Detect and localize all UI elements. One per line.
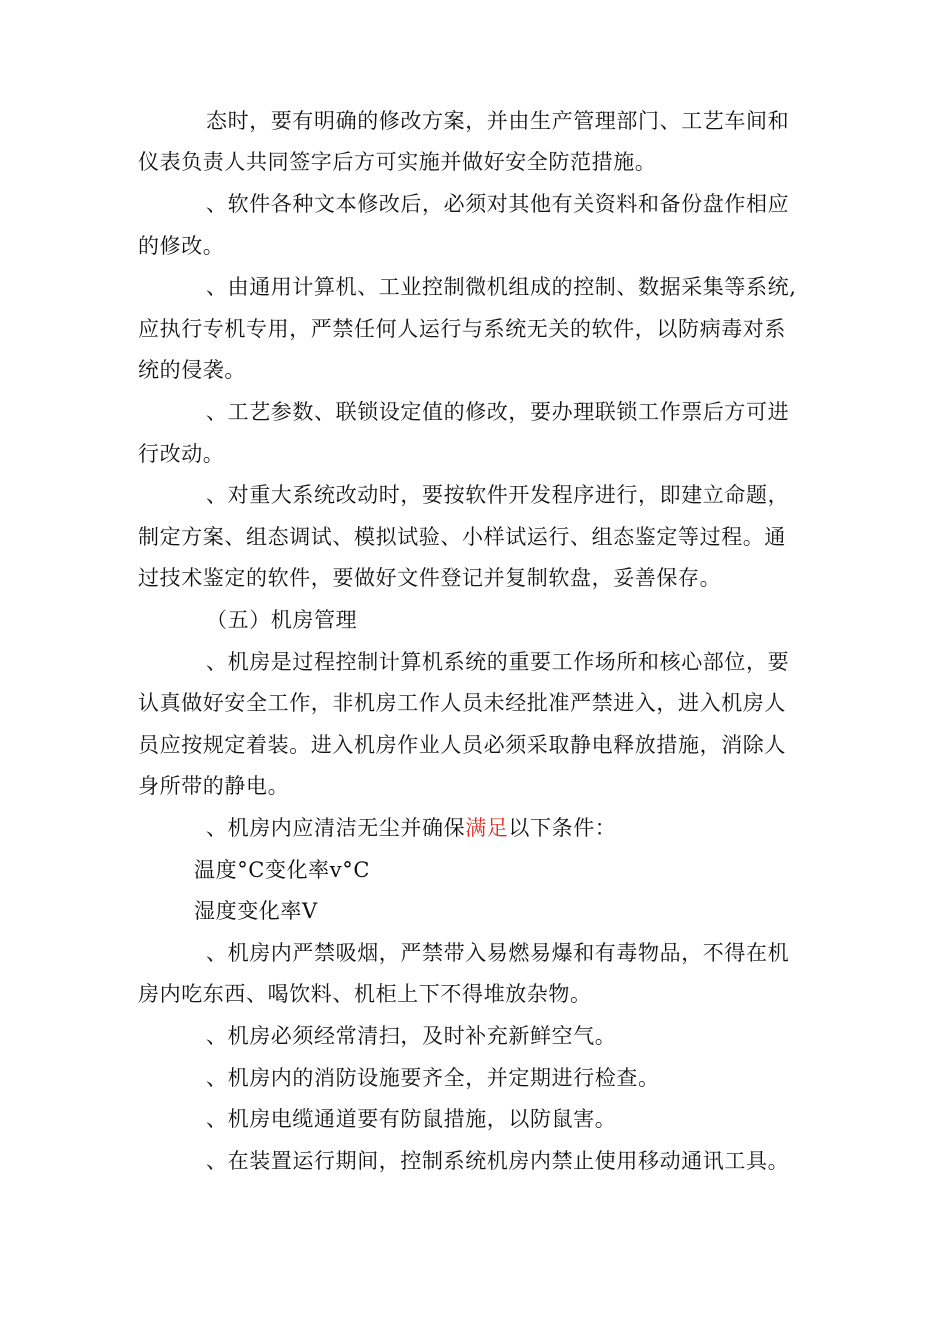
highlighted-text: 满足 — [465, 816, 509, 840]
text-line: 过技术鉴定的软件，要做好文件登记并复制软盘，妥善保存。 — [138, 566, 722, 590]
text-line: 制定方案、组态调试、模拟试验、小样试运行、组态鉴定等过程。通 — [138, 525, 786, 549]
text-line: 、机房内的消防设施要齐全，并定期进行检查。 — [206, 1066, 660, 1090]
text-line: 房内吃东西、喝饮料、机柜上下不得堆放杂物。 — [138, 982, 592, 1006]
text-line: 湿度变化率V — [194, 899, 318, 923]
text-line: 温度°C变化率v°C — [194, 858, 370, 882]
text-line: 、工艺参数、联锁设定值的修改，要办理联锁工作票后方可进 — [206, 400, 790, 424]
text-line: 行改动。 — [138, 442, 225, 466]
text-line: 、机房电缆通道要有防鼠措施，以防鼠害。 — [206, 1107, 617, 1131]
text-line: 应执行专机专用，严禁任何人运行与系统无关的软件，以防病毒对系 — [138, 317, 786, 341]
text-line: 仪表负责人共同签字后方可实施并做好安全防范措施。 — [138, 150, 657, 174]
text-line — [206, 814, 616, 842]
text-segment: 以下条件： — [508, 816, 617, 840]
text-line: 的修改。 — [138, 234, 225, 258]
text-line: 员应按规定着装。进入机房作业人员必须采取静电释放措施，消除人 — [138, 733, 786, 757]
text-line: 、机房内严禁吸烟，严禁带入易燃易爆和有毒物品，不得在机 — [206, 941, 790, 965]
text-line: 、软件各种文本修改后，必须对其他有关资料和备份盘作相应 — [206, 192, 790, 216]
text-line: 、机房必须经常清扫，及时补充新鲜空气。 — [206, 1024, 617, 1048]
text-line: 身所带的静电。 — [138, 774, 290, 798]
text-line: 、对重大系统改动时，要按软件开发程序进行，即建立命题， — [206, 483, 790, 507]
text-line: 态时，要有明确的修改方案，并由生产管理部门、工艺车间和 — [206, 109, 790, 133]
text-line: 统的侵袭。 — [138, 358, 246, 382]
text-segment: 、机房内应清洁无尘并确保 — [206, 816, 466, 840]
text-line: 、机房是过程控制计算机系统的重要工作场所和核心部位，要 — [206, 650, 790, 674]
section-heading: （五）机房管理 — [206, 608, 358, 632]
text-line: 认真做好安全工作，非机房工作人员未经批准严禁进入，进入机房人 — [138, 691, 786, 715]
text-line: 、由通用计算机、工业控制微机组成的控制、数据采集等系统, — [206, 275, 797, 299]
text-line: 、在装置运行期间，控制系统机房内禁止使用移动通讯工具。 — [206, 1149, 790, 1173]
